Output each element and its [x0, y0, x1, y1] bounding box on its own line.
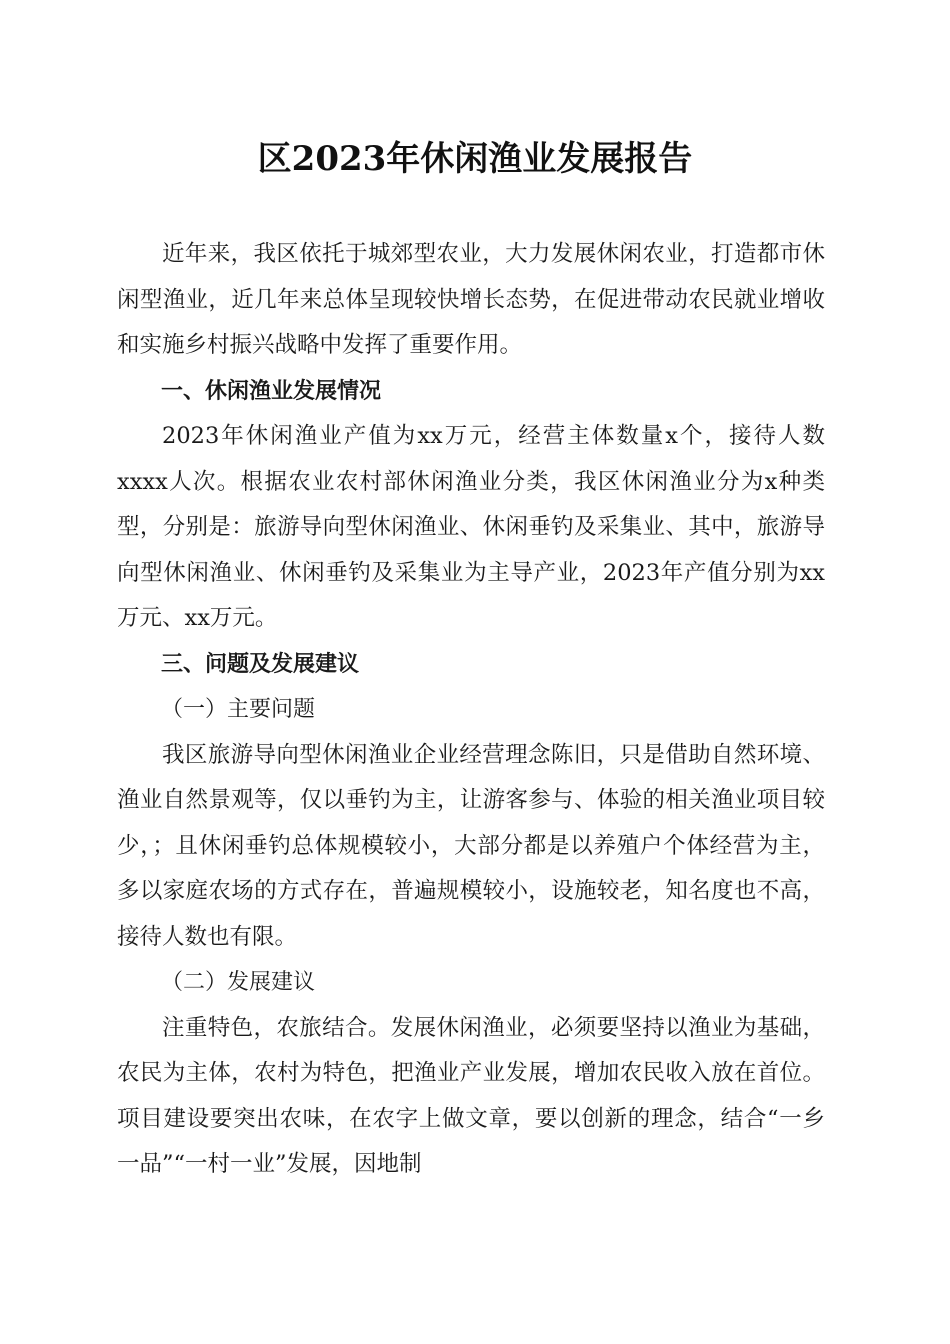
suggestions-paragraph: 注重特色，农旅结合。发展休闲渔业，必须要坚持以渔业为基础，农民为主体，农村为特色，把渔业产业发展，增加农民收入放在首位。项目建设要突出农味，在农字上做文章，要以创新的理念，结合“一乡一品”“一村一业”发展，因地制 [117, 1014, 825, 1177]
document-body [117, 232, 825, 1188]
section-heading-problems: 三、问题及发展建议 [161, 651, 360, 677]
main-problems-paragraph: 我区旅游导向型休闲渔业企业经营理念陈旧，只是借助自然环境、渔业自然景观等，仅以垂钓为主，让游客参与、体验的相关渔业项目较少，；且休闲垂钓总体规模较小，大部分都是以养殖户个体经营为主，多以家庭农场的方式存在，普遍规模较小，设施较老，知名度也不高，接待人数也有限。 [117, 741, 825, 950]
section-heading-development: 一、休闲渔业发展情况 [161, 378, 382, 404]
development-paragraph: 2023年休闲渔业产值为xx万元，经营主体数量x个，接待人数xxxx人次。根据农业农村部休闲渔业分类，我区休闲渔业分为x种类型，分别是：旅游导向型休闲渔业、休闲垂钓及采集业、其中，旅游导向型休闲渔业、休闲垂钓及采集业为主导产业，2023年产值分别为xx万元、xx万元。 [117, 423, 825, 631]
subsection-heading-main-problems: （一）主要问题 [161, 697, 316, 722]
intro-paragraph: 近年来，我区依托于城郊型农业，大力发展休闲农业，打造都市休闲型渔业，近几年来总体呈现较快增长态势，在促进带动农民就业增收和实施乡村振兴战略中发挥了重要作用。 [117, 241, 825, 358]
document-title: 区2023年休闲渔业发展报告 [257, 139, 693, 179]
subsection-heading-suggestions: （二）发展建议 [161, 970, 316, 995]
